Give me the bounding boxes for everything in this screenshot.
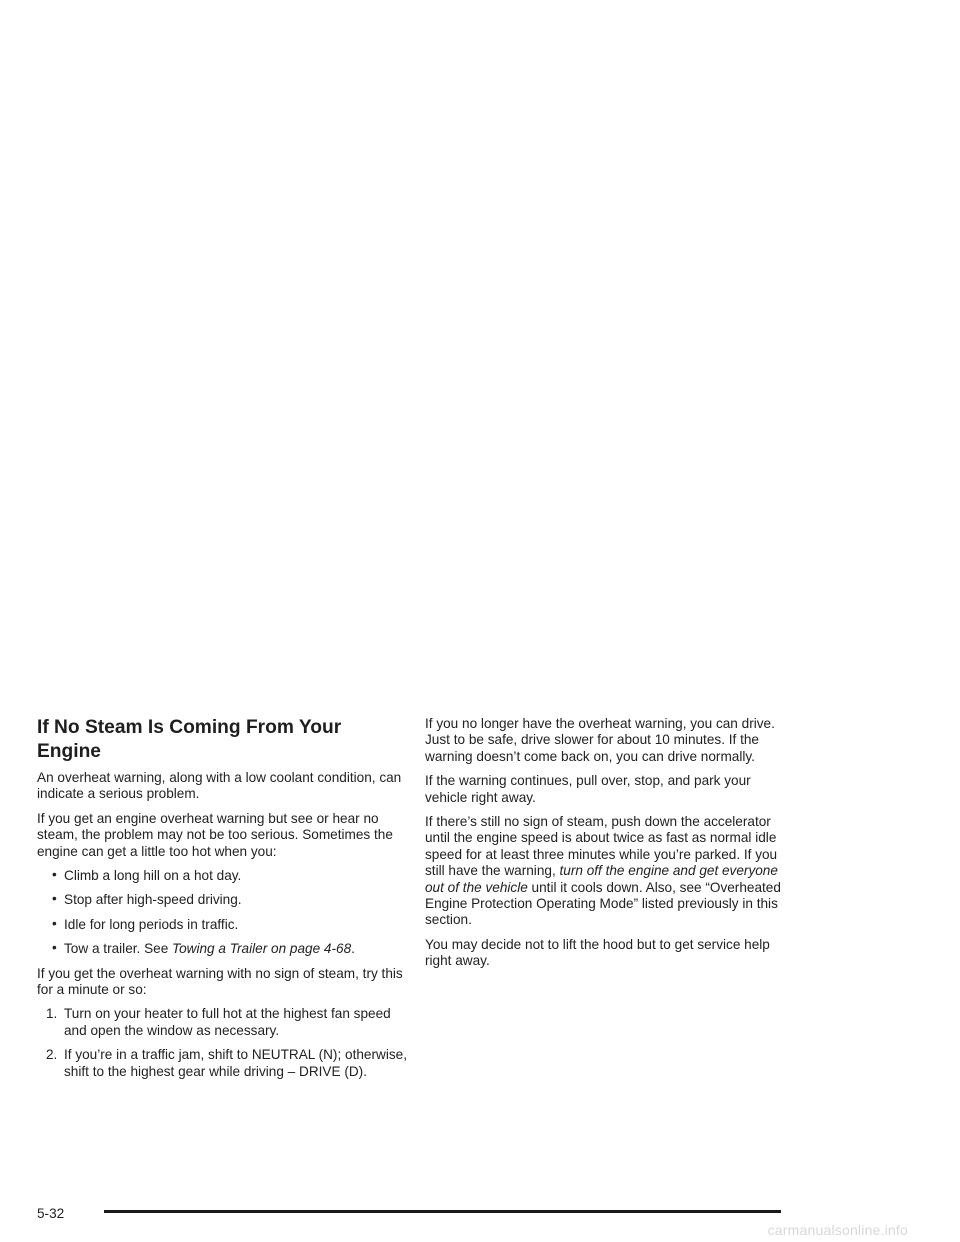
list-item-text: Tow a trailer. See <box>64 941 173 957</box>
steps-list <box>37 1006 409 1080</box>
step-text: If you’re in a traffic jam, shift to NEUTRAL (N); otherwise, shift to the highest gear while driving – DRIVE (D). <box>64 1047 407 1079</box>
step-item <box>37 1047 409 1080</box>
list-item <box>37 941 409 957</box>
step-text: Turn on your heater to full hot at the highest fan speed and open the window as necessary. <box>64 1006 391 1038</box>
paragraph-coolant-warning: An overheat warning, along with a low coolant condition, can indicate a serious problem. <box>37 770 402 802</box>
list-item-text: Idle for long periods in traffic. <box>64 916 239 932</box>
list-item <box>37 868 409 884</box>
cross-reference-link[interactable]: Towing a Trailer on page 4-68 <box>172 941 352 957</box>
bullet-icon: • <box>52 940 57 956</box>
paragraph-warning-continues: If the warning continues, pull over, stop, and park your vehicle right away. <box>425 773 751 805</box>
list-item-text: Climb a long hill on a hot day. <box>64 868 242 884</box>
footer-divider <box>104 1210 781 1213</box>
paragraph-text: If there’s still no sign of steam, push down the accelerator until the engine speed is about twice as fast as normal idle speed for at least three minutes while you’re parked. If you still have the warning, <box>425 814 778 879</box>
paragraph-text: until it cools down. Also, see “Overheated Engine Protection Operating Mode” listed previously in this section. <box>425 879 781 928</box>
watermark: carmanualsonline.info <box>767 1222 908 1238</box>
bullet-icon: • <box>52 915 57 931</box>
paragraph-service-help: You may decide not to lift the hood but to get service help right away. <box>425 936 770 969</box>
list-item-suffix: . <box>351 941 355 957</box>
step-number: 2. <box>46 1047 58 1063</box>
step-number: 1. <box>46 1006 58 1022</box>
paragraph-warning-gone: If you no longer have the overheat warning, you can drive. Just to be safe, drive slower for about 10 minutes. If the warning doesn’t come back on, you can drive normally. <box>425 716 775 764</box>
list-item-text: Stop after high-speed driving. <box>64 892 242 908</box>
paragraph-still-no-steam <box>425 814 790 929</box>
list-item <box>37 917 409 933</box>
bullet-icon: • <box>52 891 57 907</box>
paragraph-no-steam: If you get an engine overheat warning but see or hear no steam, the problem may not be too serious. Sometimes the engine can get a little too hot when you: <box>37 810 393 859</box>
section-heading: If No Steam Is Coming From Your Engine <box>37 717 342 762</box>
right-column <box>425 716 790 978</box>
left-column <box>37 716 409 1088</box>
paragraph-try-this: If you get the overheat warning with no sign of steam, try this for a minute or so: <box>37 965 403 998</box>
page-number: 5-32 <box>37 1206 65 1221</box>
list-item <box>37 892 409 908</box>
step-item <box>37 1006 409 1039</box>
bullet-icon: • <box>52 867 57 883</box>
emphasized-instruction: turn off the engine and get everyone out of the vehicle <box>425 863 778 895</box>
overheat-causes-list <box>37 868 409 958</box>
